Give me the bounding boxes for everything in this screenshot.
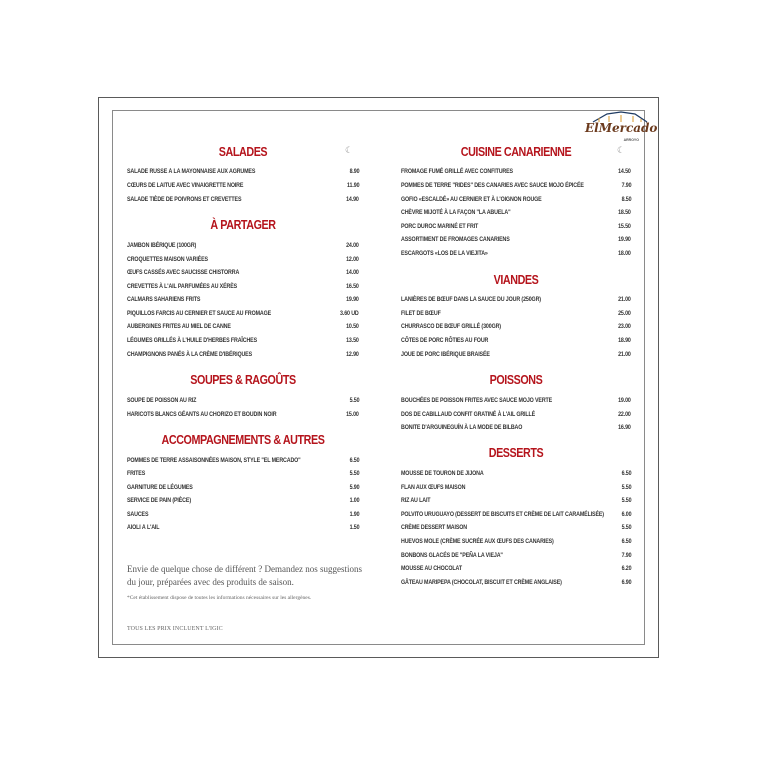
item-name: ŒUFS CASSÉS AVEC SAUCISSE CHISTORRA xyxy=(127,269,240,276)
item-price: 21.00 xyxy=(618,296,631,303)
item-price: 24.00 xyxy=(346,242,359,249)
item-price: 14.00 xyxy=(346,269,359,276)
item-price: 6.50 xyxy=(349,457,359,464)
item-name: GÂTEAU MARIPEPA (CHOCOLAT, BISCUIT ET CRÈME ANGLAISE) xyxy=(401,579,562,586)
item-name: SOUPE DE POISSON AU RIZ xyxy=(127,397,197,404)
item-name: PIQUILLOS FARCIS AU CERNIER ET SAUCE AU FROMAGE xyxy=(127,310,272,317)
item-price: 19.90 xyxy=(618,236,631,243)
menu-item xyxy=(127,470,359,482)
item-price: 16.50 xyxy=(346,283,359,290)
item-name: CALMARS SAHARIENS FRITS xyxy=(127,296,201,303)
menu-item xyxy=(401,538,631,550)
menu-item xyxy=(127,337,359,349)
item-name: SALADE RUSSE À LA MAYONNAISE AUX AGRUMES xyxy=(127,168,256,175)
section-title-cuisine-canarienne: CUISINE CANARIENNE xyxy=(460,145,572,159)
item-price: 7.90 xyxy=(621,182,631,189)
menu-item xyxy=(401,250,631,262)
item-price: 1.00 xyxy=(349,497,359,504)
item-name: ESCARGOTS «LOS DE LA VIEJITA» xyxy=(401,250,488,257)
item-name: PORC DUROC MARINÉ ET FRIT xyxy=(401,223,479,230)
menu-item xyxy=(401,579,631,591)
menu-item xyxy=(401,168,631,180)
menu-item xyxy=(401,552,631,564)
item-name: BOUCHÉES DE POISSON FRITES AVEC SAUCE MOJO VERTE xyxy=(401,397,553,404)
menu-item xyxy=(127,484,359,496)
item-price: 18.90 xyxy=(618,337,631,344)
item-price: 5.50 xyxy=(349,397,359,404)
item-price: 11.90 xyxy=(346,182,359,189)
menu-item xyxy=(127,256,359,268)
item-name: AUBERGINES FRITES AU MIEL DE CANNE xyxy=(127,323,231,330)
price-footer: TOUS LES PRIX INCLUENT L'IGIC xyxy=(127,626,223,632)
item-price: 12.90 xyxy=(346,351,359,358)
section-title-salades: SALADES xyxy=(218,145,268,159)
menu-item xyxy=(401,296,631,308)
item-name: CHURRASCO DE BŒUF GRILLÉ (300GR) xyxy=(401,323,501,330)
item-name: HUEVOS MOLE (CRÈME SUCRÉE AUX ŒUFS DES CANARIES) xyxy=(401,538,554,545)
item-price: 5.50 xyxy=(621,484,631,491)
restaurant-logo xyxy=(583,111,658,145)
item-name: CHAMPIGNONS PANÉS À LA CRÈME D'IBÉRIQUES xyxy=(127,351,253,358)
item-name: CÔTES DE PORC RÔTIES AU FOUR xyxy=(401,337,489,344)
item-name: FROMAGE FUMÉ GRILLÉ AVEC CONFITURES xyxy=(401,168,513,175)
item-price: 14.90 xyxy=(346,196,359,203)
item-name: LANIÈRES DE BŒUF DANS LA SAUCE DU JOUR (250GR) xyxy=(401,296,541,303)
item-price: 8.90 xyxy=(349,168,359,175)
menu-item xyxy=(401,565,631,577)
item-price: 25.00 xyxy=(618,310,631,317)
menu-item xyxy=(401,424,631,436)
item-price: 1.50 xyxy=(349,524,359,531)
item-name: LÉGUMES GRILLÉS À L'HUILE D'HERBES FRAÎCHES xyxy=(127,337,258,344)
item-name: GARNITURE DE LÉGUMES xyxy=(127,484,193,491)
item-price: 10.50 xyxy=(346,323,359,330)
item-name: HARICOTS BLANCS GÉANTS AU CHORIZO ET BOUDIN NOIR xyxy=(127,411,277,418)
item-name: MOUSSE AU CHOCOLAT xyxy=(401,565,462,572)
item-price: 5.90 xyxy=(349,484,359,491)
menu-item xyxy=(401,337,631,349)
menu-item xyxy=(127,511,359,523)
item-price: 6.20 xyxy=(621,565,631,572)
menu-item xyxy=(401,397,631,409)
menu-item xyxy=(127,397,359,409)
item-price: 15.50 xyxy=(618,223,631,230)
item-price: 15.00 xyxy=(346,411,359,418)
menu-item xyxy=(127,323,359,335)
menu-item xyxy=(401,511,631,523)
item-price: 6.50 xyxy=(621,538,631,545)
item-name: CRÈME DESSERT MAISON xyxy=(401,524,468,531)
item-name: SERVICE DE PAIN (PIÈCE) xyxy=(127,497,191,504)
menu-item xyxy=(401,182,631,194)
item-name: AÏOLI À L'AIL xyxy=(127,524,160,531)
item-name: JAMBON IBÉRIQUE (100GR) xyxy=(127,242,197,249)
item-name: BONBONS GLACÉS DE "PEÑA LA VIEJA" xyxy=(401,552,503,559)
menu-item xyxy=(401,470,631,482)
menu-item xyxy=(127,168,359,180)
item-price: 5.50 xyxy=(349,470,359,477)
menu-item xyxy=(401,497,631,509)
menu-item xyxy=(127,310,359,322)
item-name: RIZ AU LAIT xyxy=(401,497,431,504)
menu-item xyxy=(127,283,359,295)
menu-item xyxy=(127,411,359,423)
item-name: POMMES DE TERRE "RIDES" DES CANARIES AVEC SAUCE MOJO ÉPICÉE xyxy=(401,182,584,189)
item-price: 1.90 xyxy=(349,511,359,518)
section-title-viandes: VIANDES xyxy=(493,273,539,287)
menu-item xyxy=(401,524,631,536)
item-price: 12.00 xyxy=(346,256,359,263)
menu-item xyxy=(401,484,631,496)
item-name: JOUE DE PORC IBÉRIQUE BRAISÉE xyxy=(401,351,490,358)
menu-page xyxy=(112,110,658,645)
item-price: 22.00 xyxy=(618,411,631,418)
item-price: 18.00 xyxy=(618,250,631,257)
menu-item xyxy=(401,323,631,335)
item-price: 8.50 xyxy=(621,196,631,203)
item-name: POLVITO URUGUAYO (DESSERT DE BISCUITS ET CRÈME DE LAIT CARAMÉLISÉE) xyxy=(401,511,604,518)
item-price: 16.90 xyxy=(618,424,631,431)
menu-item xyxy=(127,497,359,509)
menu-item xyxy=(127,182,359,194)
item-price: 6.50 xyxy=(621,470,631,477)
menu-item xyxy=(127,242,359,254)
logo-subtext: ARROYO xyxy=(623,138,639,142)
menu-item xyxy=(127,457,359,469)
item-price: 7.90 xyxy=(621,552,631,559)
item-name: FRITES xyxy=(127,470,146,477)
moon-icon: ☾ xyxy=(345,146,354,156)
item-name: CREVETTES À L'AIL PARFUMÉES AU XÉRÈS xyxy=(127,283,238,290)
logo-text: ElMercado xyxy=(585,121,658,135)
item-price: 6.90 xyxy=(621,579,631,586)
menu-item xyxy=(401,351,631,363)
item-price: 3.60 UD xyxy=(340,310,359,317)
allergen-note: *Cet établissement dispose de toutes les informations nécessaires sur les allergènes. xyxy=(127,595,312,601)
menu-item xyxy=(127,196,359,208)
item-price: 13.50 xyxy=(346,337,359,344)
item-price: 19.00 xyxy=(618,397,631,404)
section-title-a-partager: À PARTAGER xyxy=(210,218,276,232)
item-name: DOS DE CABILLAUD CONFIT GRATINÉ À L'AIL GRILLÉ xyxy=(401,411,536,418)
item-name: ASSORTIMENT DE FROMAGES CANARIENS xyxy=(401,236,510,243)
section-title-soupes: SOUPES & RAGOÛTS xyxy=(190,373,296,387)
menu-item xyxy=(127,296,359,308)
item-price: 6.00 xyxy=(621,511,631,518)
item-price: 19.90 xyxy=(346,296,359,303)
item-name: FLAN AUX ŒUFS MAISON xyxy=(401,484,466,491)
item-name: MOUSSE DE TOURON DE JIJONA xyxy=(401,470,484,477)
item-name: SAUCES xyxy=(127,511,149,518)
item-name: POMMES DE TERRE ASSAISONNÉES MAISON, STYLE "EL MERCADO" xyxy=(127,457,301,464)
item-price: 21.00 xyxy=(618,351,631,358)
item-name: CŒURS DE LAITUE AVEC VINAIGRETTE NOIRE xyxy=(127,182,244,189)
item-price: 18.50 xyxy=(618,209,631,216)
item-name: BONITE D'ARGUINEGUÍN À LA MODE DE BILBAO xyxy=(401,424,523,431)
menu-item xyxy=(127,351,359,363)
menu-item xyxy=(127,269,359,281)
menu-item xyxy=(401,411,631,423)
item-price: 5.50 xyxy=(621,497,631,504)
suggestions-note: Envie de quelque chose de différent ? Demandez nos suggestions du jour, préparées avec des produits de saison. xyxy=(127,564,363,587)
section-title-desserts: DESSERTS xyxy=(488,446,544,460)
item-name: CHÈVRE MIJOTÉ À LA FAÇON "LA ABUELA" xyxy=(401,209,511,216)
moon-icon: ☾ xyxy=(617,146,626,156)
menu-item xyxy=(127,524,359,536)
item-name: SALADE TIÈDE DE POIVRONS ET CREVETTES xyxy=(127,196,242,203)
menu-item xyxy=(401,223,631,235)
item-name: GOFIO «ESCALDÉ» AU CERNIER ET À L'OIGNON ROUGE xyxy=(401,196,542,203)
item-price: 23.00 xyxy=(618,323,631,330)
item-price: 5.50 xyxy=(621,524,631,531)
section-title-poissons: POISSONS xyxy=(489,373,543,387)
menu-item xyxy=(401,310,631,322)
section-title-accompagnements: ACCOMPAGNEMENTS & AUTRES xyxy=(161,433,325,447)
item-price: 14.50 xyxy=(618,168,631,175)
item-name: CROQUETTES MAISON VARIÉES xyxy=(127,256,208,263)
menu-item xyxy=(401,209,631,221)
menu-item xyxy=(401,236,631,248)
item-name: FILET DE BŒUF xyxy=(401,310,441,317)
menu-item xyxy=(401,196,631,208)
